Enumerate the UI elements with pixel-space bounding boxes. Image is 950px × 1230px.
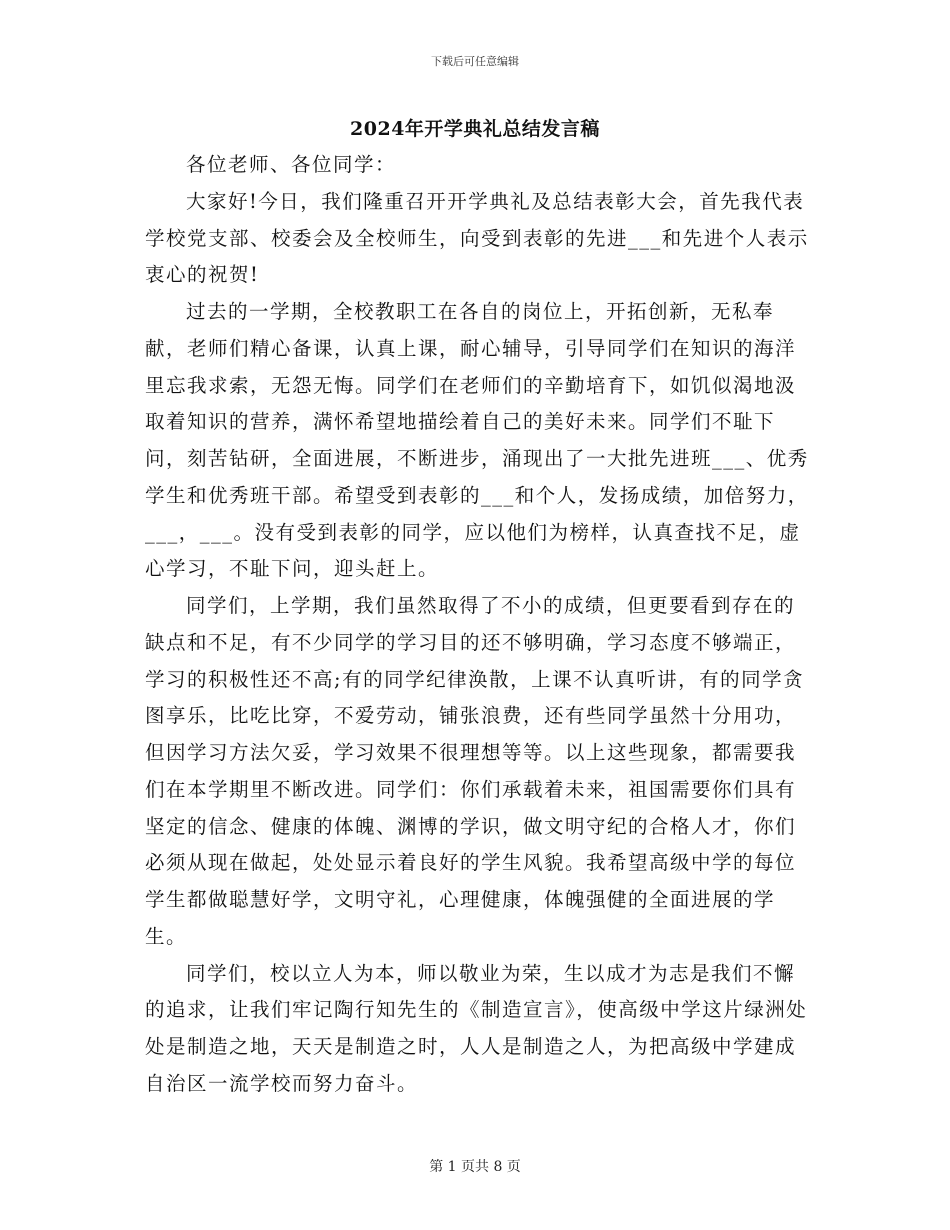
page-footer: 第 1 页共 8 页: [429, 1159, 521, 1175]
review-paragraph: 过去的一学期，全校教职工在各自的岗位上，开拓创新，无私奉献，老师们精心备课，认真上课，耐心辅导，引导同学们在知识的海洋里忘我求索，无怨无悔。同学们在老师们的辛勤培育下，如饥似渴地汲取着知识的营养，满怀希望地描绘着自己的美好未来。同学们不耻下问，刻苦钻研，全面进展，不断进步，涌现出了一大批先进班___、优秀学生和优秀班干部。希望受到表彰的___和个人，发扬成绩，加倍努力，___，___。没有受到表彰的同学，应以他们为榜样，认真查找不足，虚心学习，不耻下问，迎头赶上。: [145, 300, 809, 581]
opening-paragraph: 大家好!今日，我们隆重召开开学典礼及总结表彰大会，首先我代表学校党支部、校委会及全校师生，向受到表彰的先进___和先进个人表示衷心的祝贺!: [145, 189, 809, 287]
document-title: 2024年开学典礼总结发言稿: [350, 118, 600, 140]
document-body: [145, 147, 810, 1103]
header-note: 下载后可任意编辑: [431, 55, 519, 68]
salutation-paragraph: 各位老师、各位同学：: [185, 153, 396, 176]
closing-paragraph: 同学们，校以立人为本，师以敬业为荣，生以成才为志是我们不懈的追求，让我们牢记陶行知先生的《制造宣言》，使高级中学这片绿洲处处是制造之地，天天是制造之时，人人是制造之人，为把高级中学建成自治区一流学校而努力奋斗。: [145, 961, 808, 1095]
shortcomings-paragraph: 同学们，上学期，我们虽然取得了不小的成绩，但更要看到存在的缺点和不足，有不少同学的学习目的还不够明确，学习态度不够端正，学习的积极性还不高;有的同学纪律涣散，上课不认真听讲，有的同学贪图享乐，比吃比穿，不爱劳动，铺张浪费，还有些同学虽然十分用功，但因学习方法欠妥，学习效果不很理想等等。以上这些现象，都需要我们在本学期里不断改进。同学们：你们承载着未来，祖国需要你们具有坚定的信念、健康的体魄、渊博的学识，做文明守纪的合格人才，你们必须从现在做起，处处显示着良好的学生风貌。我希望高级中学的每位学生都做聪慧好学，文明守礼，心理健康，体魄强健的全面进展的学生。: [145, 594, 805, 948]
